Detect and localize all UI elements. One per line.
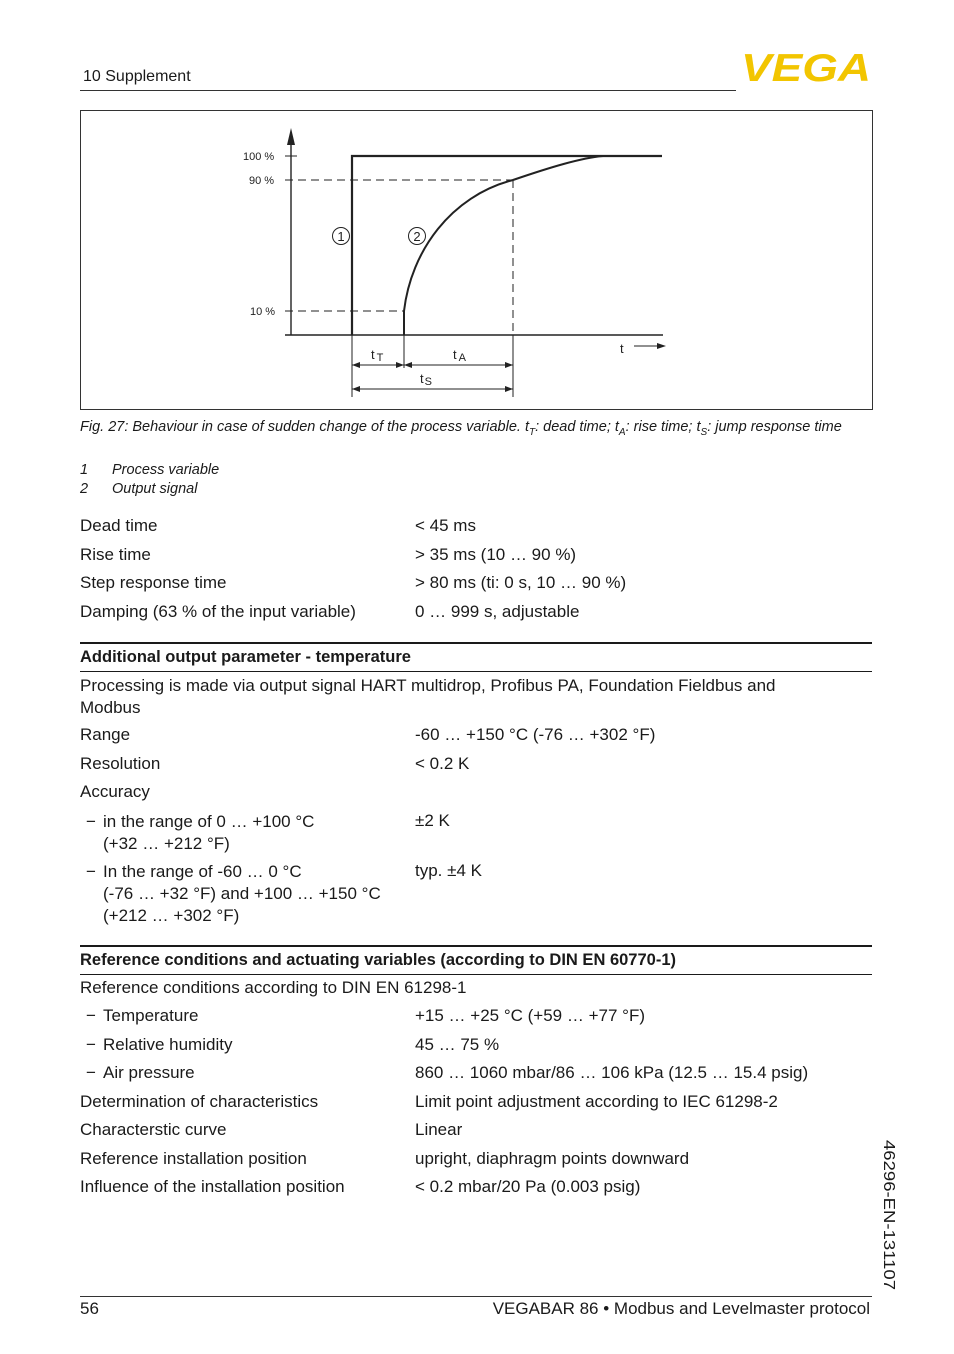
step-response-diagram	[81, 111, 872, 409]
spec-sublabel: − In the range of -60 … 0 °C (-76 … +32 °F) and +100 … +150 °C (+212 … +302 °F)	[86, 862, 381, 925]
vega-logo	[741, 50, 873, 84]
document-title: VEGABAR 86 • Modbus and Levelmaster protocol	[492, 1299, 870, 1318]
marker-2-label: 2	[413, 229, 421, 244]
y-tick-100: 100 %	[243, 151, 275, 163]
spec-sublabel: − Relative humidity	[86, 1035, 233, 1054]
spec-label: Reference installation position	[80, 1149, 307, 1168]
section-header: 10 Supplement	[83, 68, 191, 85]
section-rule	[80, 642, 872, 644]
spec-value: Limit point adjustment according to IEC 61298-2	[415, 1092, 778, 1111]
spec-value: 0 … 999 s, adjustable	[415, 602, 580, 621]
spec-value: upright, diaphragm points downward	[415, 1149, 690, 1168]
spec-sublabel: − Temperature	[86, 1006, 199, 1025]
time-axis-arrow-head	[657, 343, 666, 349]
temperature-intro: Processing is made via output signal HART multidrop, Profibus PA, Foundation Fieldbus and Modbus	[80, 676, 776, 717]
spec-value: < 0.2 K	[415, 754, 470, 773]
spec-value: < 0.2 mbar/20 Pa (0.003 psig)	[415, 1177, 641, 1196]
spec-value: > 35 ms (10 … 90 %)	[415, 545, 577, 564]
legend-item: 1 Process variable	[80, 462, 220, 478]
reference-intro: Reference conditions according to DIN EN 61298-1	[80, 978, 467, 997]
spec-label: Influence of the installation position	[80, 1177, 345, 1196]
spec-sublabel: − Air pressure	[86, 1063, 195, 1082]
spec-label: Accuracy	[80, 782, 150, 801]
logo-text: VEGA	[741, 50, 871, 84]
time-axis-label: t	[620, 341, 624, 356]
spec-label: Determination of characteristics	[80, 1092, 319, 1111]
dim-arrow	[505, 386, 513, 392]
spec-value: +15 … +25 °C (+59 … +77 °F)	[415, 1006, 645, 1025]
dead-time-label: t T	[371, 347, 384, 364]
legend-item: 2 Output signal	[80, 481, 198, 497]
spec-label: Damping (63 % of the input variable)	[80, 602, 356, 621]
rise-time-label: t A	[453, 347, 466, 364]
section-rule	[80, 945, 872, 947]
spec-value: -60 … +150 °C (-76 … +302 °F)	[415, 725, 656, 744]
dim-arrow	[404, 362, 412, 368]
spec-label: Dead time	[80, 516, 158, 535]
section-rule	[80, 974, 872, 975]
figure-caption: Fig. 27: Behaviour in case of sudden change of the process variable. $t_T$: dead time; $t_A$: rise time; $t_S$: jump response time	[80, 419, 842, 438]
spec-label: Step response time	[80, 573, 227, 592]
dim-arrow	[352, 386, 360, 392]
spec-value: Linear	[415, 1120, 463, 1139]
y-tick-10: 10 %	[250, 306, 276, 318]
spec-value: < 45 ms	[415, 516, 476, 535]
section-title-reference: Reference conditions and actuating variables (according to DIN EN 60770-1)	[80, 951, 676, 969]
svg-text:46296-EN-131107: 46296-EN-131107	[880, 1140, 897, 1270]
spec-label: Range	[80, 725, 131, 744]
spec-value: typ. ±4 K	[415, 861, 482, 880]
section-rule	[80, 671, 872, 672]
spec-label: Resolution	[80, 754, 161, 773]
process-variable-curve	[352, 156, 662, 335]
spec-value: > 80 ms (ti: 0 s, 10 … 90 %)	[415, 573, 627, 592]
jump-response-time-label: tS	[420, 371, 432, 388]
output-signal-curve	[404, 156, 662, 335]
dim-arrow	[352, 362, 360, 368]
y-axis-arrow	[287, 128, 295, 145]
spec-sublabel: − in the range of 0 … +100 °C (+32 … +212 °F)	[86, 812, 315, 853]
figure-box	[80, 110, 873, 410]
dim-arrow	[505, 362, 513, 368]
dim-arrow	[396, 362, 404, 368]
document-code	[870, 1140, 910, 1300]
y-tick-90: 90 %	[249, 175, 275, 187]
section-title-temperature: Additional output parameter - temperature	[80, 648, 411, 666]
spec-label: Rise time	[80, 545, 151, 564]
page-number: 56	[80, 1299, 99, 1318]
marker-1-label: 1	[337, 229, 345, 244]
spec-value: ±2 K	[415, 811, 450, 830]
spec-value: 45 … 75 %	[415, 1035, 500, 1054]
spec-value: 860 … 1060 mbar/86 … 106 kPa (12.5 … 15.4 psig)	[415, 1063, 809, 1082]
footer-divider	[80, 1296, 872, 1297]
header-divider	[80, 90, 736, 91]
spec-label: Characterstic curve	[80, 1120, 227, 1139]
